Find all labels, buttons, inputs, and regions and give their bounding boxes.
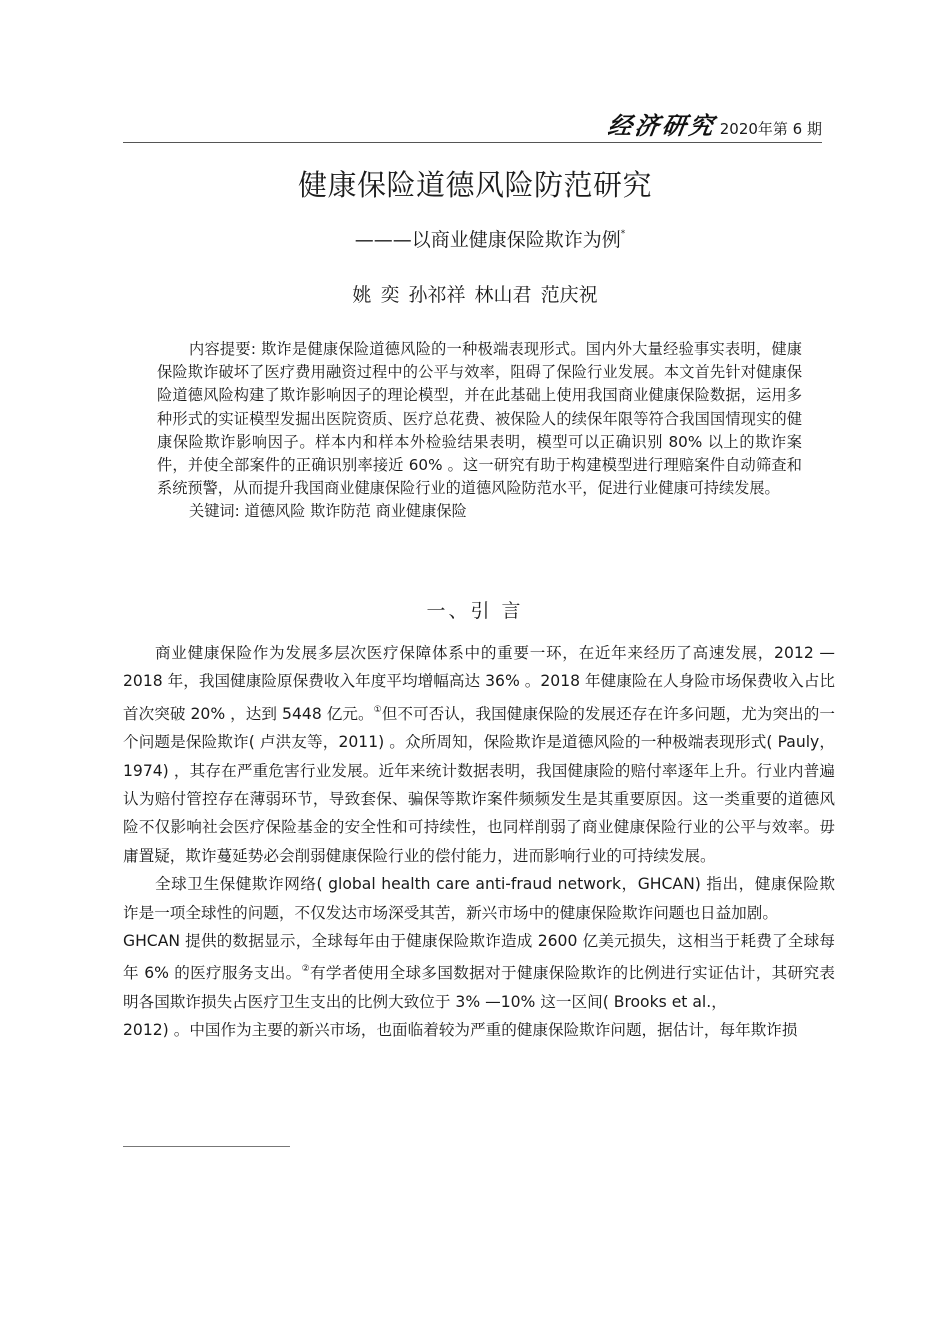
- paragraph-3: [123, 927, 835, 1016]
- body-text: [123, 639, 835, 1045]
- issue-label: 2020年第 6 期: [719, 120, 822, 138]
- paragraph-1-part-b: 但不可否认，我国健康保险的发展还存在许多问题，尤为突出的一个问题是保险欺诈( 卢洪友等，2011) 。众所周知，保险欺诈是道德风险的一种极端表现形式( Pauly，1974) ，其存在严重危害行业发展。近年来统计数据表明，我国健康险的赔付率逐年上升。行业内普遍认为赔付管控存在薄弱环节，导致套保、骗保等欺诈案件频频发生是其重要原因。这一类重要的道德风险不仅影响社会医疗保险基金的安全性和可持续性，也同样削弱了商业健康保险行业的公平与效率。毋庸置疑，欺诈蔓延势必会削弱健康保险行业的偿付能力，进而影响行业的可持续发展。: [123, 704, 835, 865]
- abstract-block: [157, 338, 802, 524]
- subtitle-text: ———以商业健康保险欺诈为例: [354, 229, 621, 251]
- keywords: 关键词: 道德风险 欺诈防范 商业健康保险: [189, 502, 467, 521]
- footnote-ref-2[interactable]: ②: [301, 964, 310, 975]
- footnote-divider: [123, 1146, 290, 1147]
- journal-logo: 经济研究: [605, 111, 718, 140]
- abstract-text: 内容提要: 欺诈是健康保险道德风险的一种极端表现形式。国内外大量经验事实表明，健康保险欺诈破坏了医疗费用融资过程中的公平与效率，阻碍了保险行业发展。本文首先针对健康保险道德风险构建了欺诈影响因子的理论模型，并在此基础上使用我国商业健康保险数据，运用多种形式的实证模型发掘出医院资质、医疗总花费、被保险人的续保年限等符合我国国情现实的健康保险欺诈影响因子。样本内和样本外检验结果表明，模型可以正确识别 80% 以上的欺诈案件，并使全部案件的正确识别率接近 60% 。这一研究有助于构建模型进行理赔案件自动筛查和系统预警，从而提升我国商业健康保险行业的道德风险防范水平，促进行业健康可持续发展。: [157, 340, 802, 498]
- paragraph-1-part-a: 商业健康保险作为发展多层次医疗保障体系中的重要一环，在近年来经历了高速发展，2012 — 2018 年，我国健康险原保费收入年度平均增幅高达 36% 。2018 年健康险在人身险市场保费收入占比首次突破 20% ，达到 5448 亿元。: [123, 644, 835, 723]
- paragraph-3-part-b: 有学者使用全球多国数据对于健康保险欺诈的比例进行实证估计，其研究表明各国欺诈损失占医疗卫生支出的比例大致位于 3% —10% 这一区间( Brooks et al.，: [123, 964, 835, 1011]
- paragraph-1: [123, 639, 835, 870]
- article-subtitle: [0, 221, 950, 253]
- paragraph-3-part-a: GHCAN 提供的数据显示，全球每年由于健康保险欺诈造成 2600 亿美元损失，这相当于耗费了全球每年 6% 的医疗服务支出。: [123, 932, 835, 983]
- subtitle-footnote-mark: *: [620, 229, 626, 239]
- article-title: 健康保险道德风险防范研究: [297, 168, 652, 202]
- paragraph-4: 2012) 。中国作为主要的新兴市场，也面临着较为严重的健康保险欺诈问题，据估计，每年欺诈损: [123, 1021, 798, 1040]
- authors: 姚 奕 孙祁祥 林山君 范庆祝: [352, 284, 598, 306]
- header-right-group: [605, 111, 822, 140]
- running-header: [123, 110, 822, 143]
- section-heading: 一、引 言: [426, 600, 524, 622]
- paragraph-2: 全球卫生保健欺诈网络( global health care anti-fraud network，GHCAN) 指出，健康保险欺诈是一项全球性的问题，不仅发达市场深受其苦，新兴市场中的健康保险欺诈问题也日益加剧。: [123, 875, 835, 922]
- footnote-ref-1[interactable]: ①: [373, 704, 382, 715]
